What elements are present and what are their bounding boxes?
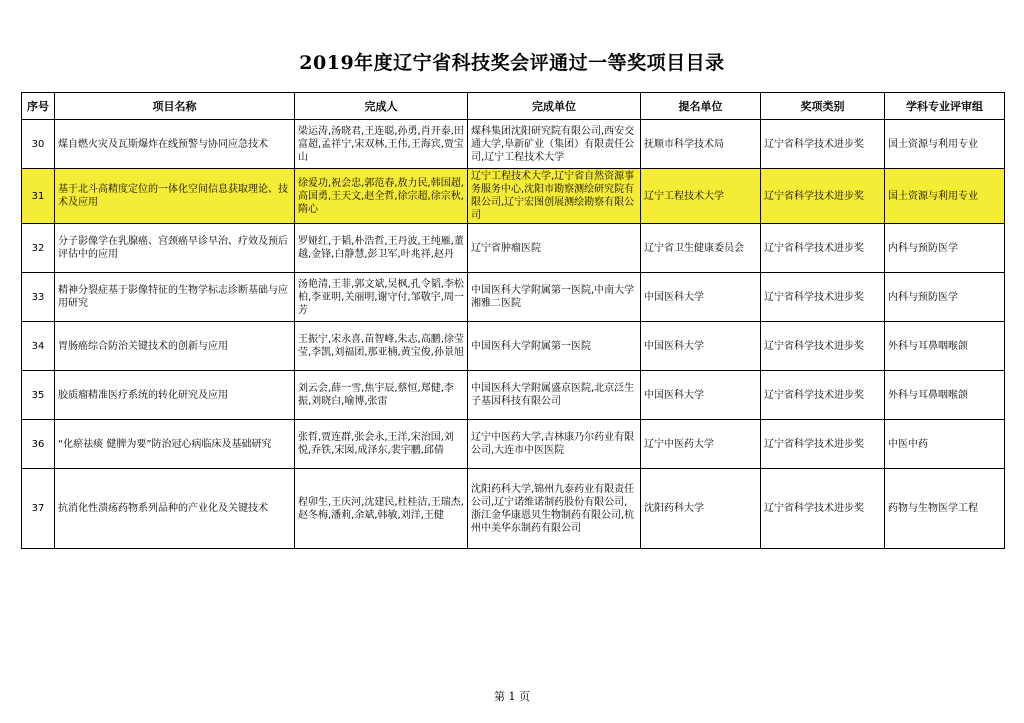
cell-nominator [641, 469, 761, 549]
header-cell-units: 完成单位 [468, 93, 641, 120]
header-cell-people: 完成人 [295, 93, 468, 120]
cell-units [468, 273, 641, 322]
cell-project-name [55, 469, 295, 549]
cell-units-text: 辽宁工程技术大学,辽宁省自然资源事务服务中心,沈阳市勘察测绘研究院有限公司,辽宁宏图创展测绘勘察有限公司 [471, 171, 635, 221]
cell-award [761, 469, 885, 549]
cell-group-text: 国土资源与利用专业 [888, 138, 978, 150]
cell-units [468, 371, 641, 420]
cell-group-text: 药物与生物医学工程 [888, 503, 978, 514]
cell-project-name [55, 420, 295, 469]
cell-award [761, 169, 885, 224]
cell-project-name [55, 371, 295, 420]
cell-group [885, 120, 1005, 169]
cell-project-name-text: 胃肠癌综合防治关键技术的创新与应用 [58, 340, 228, 352]
header-cell-no: 序号 [22, 93, 55, 120]
cell-people-text: 梁运涛,汤晓君,王连聪,孙勇,肖开泰,田富超,孟祥宁,宋双林,王伟,王海宾,贾宝山 [298, 125, 464, 163]
cell-units [468, 469, 641, 549]
cell-people [295, 420, 468, 469]
cell-group [885, 420, 1005, 469]
cell-nominator [641, 420, 761, 469]
cell-nominator [641, 169, 761, 224]
header-cell-nominator: 提名单位 [641, 93, 761, 120]
cell-nominator-text: 中国医科大学 [644, 389, 704, 401]
cell-nominator-text: 中国医科大学 [644, 291, 704, 303]
cell-people [295, 469, 468, 549]
cell-units [468, 169, 641, 224]
cell-group [885, 322, 1005, 371]
cell-award-text: 辽宁省科学技术进步奖 [764, 138, 864, 150]
cell-units-text: 中国医科大学附属盛京医院,北京泛生子基因科技有限公司 [471, 383, 635, 407]
cell-group [885, 224, 1005, 273]
cell-award [761, 273, 885, 322]
cell-project-name [55, 273, 295, 322]
table-row [22, 322, 1005, 371]
cell-no-text: 35 [31, 389, 45, 401]
cell-no-text: 36 [31, 438, 45, 450]
table-body [22, 120, 1005, 549]
cell-nominator [641, 224, 761, 273]
cell-no-text: 34 [31, 340, 45, 352]
cell-project-name-text: 精神分裂症基于影像特征的生物学标志诊断基础与应用研究 [58, 285, 288, 309]
cell-people [295, 169, 468, 224]
award-table [21, 92, 1005, 549]
cell-nominator-text: 辽宁中医药大学 [644, 438, 714, 450]
cell-no [22, 371, 55, 420]
cell-group-text: 内科与预防医学 [888, 242, 958, 254]
cell-award [761, 420, 885, 469]
cell-units [468, 420, 641, 469]
cell-award-text: 辽宁省科学技术进步奖 [764, 389, 864, 401]
cell-project-name-text: 基于北斗高精度定位的一体化空间信息获取理论、技术及应用 [58, 184, 288, 208]
cell-project-name-text: “化瘀祛痰 健脾为要”防治冠心病临床及基础研究 [58, 438, 272, 450]
cell-group-text: 内科与预防医学 [888, 291, 958, 303]
cell-project-name [55, 169, 295, 224]
table-row [22, 120, 1005, 169]
cell-units [468, 224, 641, 273]
cell-units-text: 中国医科大学附属第一医院,中南大学湘雅二医院 [471, 285, 635, 309]
cell-people [295, 273, 468, 322]
cell-project-name-text: 分子影像学在乳腺癌、宫颈癌早诊早治、疗效及预后评估中的应用 [58, 236, 288, 260]
cell-award [761, 371, 885, 420]
cell-nominator-text: 辽宁省卫生健康委员会 [644, 242, 744, 254]
cell-people [295, 120, 468, 169]
cell-project-name [55, 120, 295, 169]
cell-project-name [55, 224, 295, 273]
cell-award [761, 322, 885, 371]
cell-group-text: 中医中药 [888, 438, 928, 450]
cell-group [885, 273, 1005, 322]
cell-project-name-text: 抗消化性溃疡药物系列品种的产业化及关键技术 [58, 503, 268, 514]
cell-no [22, 224, 55, 273]
cell-group [885, 169, 1005, 224]
cell-nominator-text: 抚顺市科学技术局 [644, 138, 724, 150]
cell-nominator-text: 辽宁工程技术大学 [644, 190, 724, 202]
cell-award-text: 辽宁省科学技术进步奖 [764, 503, 864, 514]
cell-people [295, 322, 468, 371]
cell-no [22, 322, 55, 371]
cell-people-text: 王振宁,宋永喜,苗智峰,朱志,高鹏,徐莹莹,李凯,刘福团,那亚楠,黄宝俊,孙景旭 [298, 334, 464, 358]
cell-group-text: 国土资源与利用专业 [888, 190, 978, 202]
cell-project-name-text: 煤自燃火灾及瓦斯爆炸在线预警与协同应急技术 [58, 138, 268, 150]
cell-units-text: 辽宁中医药大学,吉林康乃尔药业有限公司,大连市中医医院 [471, 432, 635, 456]
cell-units-text: 中国医科大学附属第一医院 [471, 340, 591, 352]
cell-people [295, 224, 468, 273]
table-row [22, 371, 1005, 420]
cell-no-text: 33 [31, 291, 45, 303]
cell-award [761, 224, 885, 273]
header-cell-award: 奖项类别 [761, 93, 885, 120]
cell-no-text: 37 [31, 503, 45, 514]
cell-nominator [641, 371, 761, 420]
cell-people-text: 罗娅红,于韬,朴浩哲,王丹波,王纯雁,董越,金锋,白静慧,彭卫军,叶兆祥,赵丹 [298, 236, 464, 260]
cell-units [468, 120, 641, 169]
page-footer: 第 1 页 [494, 690, 530, 703]
table-row [22, 420, 1005, 469]
header-cell-name: 项目名称 [55, 93, 295, 120]
table-row [22, 273, 1005, 322]
table-row [22, 469, 1005, 549]
cell-award [761, 120, 885, 169]
page-title: 2019年度辽宁省科技奖会评通过一等奖项目目录 [299, 52, 725, 74]
cell-units-text: 沈阳药科大学,锦州九泰药业有限责任公司,辽宁诺维诺制药股份有限公司,浙江金华康恩贝生物制药有限公司,杭州中美华东制药有限公司 [471, 483, 635, 534]
cell-group-text: 外科与耳鼻咽喉颌 [888, 389, 968, 401]
cell-no-text: 30 [31, 138, 45, 150]
cell-people-text: 汤艳清,王菲,郭文斌,吴枫,孔令韬,李松柏,李亚明,关丽明,谢守付,邹敬宇,周一芳 [298, 278, 464, 316]
cell-people-text: 张哲,贾连群,张会永,王洋,宋治国,刘悦,乔铁,宋囡,成泽东,裴宇鹏,邱倩 [298, 432, 454, 456]
cell-people-text: 徐爱功,祝会忠,郭范春,敖力民,韩国超,高国勇,王天文,赵全哲,徐宗超,徐宗秋,隋心 [298, 177, 464, 215]
cell-people-text: 程卯生,王庆河,沈建民,杜桂洁,王瑞杰,赵冬梅,潘莉,余斌,韩敏,刘洋,王健 [298, 496, 464, 521]
cell-nominator [641, 273, 761, 322]
cell-people-text: 刘云会,薛一雪,焦宇辰,蔡恒,郑健,李振,刘晓白,喻博,张雷 [298, 383, 454, 407]
header-row [22, 93, 1005, 120]
cell-award-text: 辽宁省科学技术进步奖 [764, 438, 864, 450]
cell-award-text: 辽宁省科学技术进步奖 [764, 291, 864, 303]
cell-people [295, 371, 468, 420]
table-row [22, 169, 1005, 224]
cell-group [885, 469, 1005, 549]
cell-nominator-text: 中国医科大学 [644, 340, 704, 352]
cell-units-text: 煤科集团沈阳研究院有限公司,西安交通大学,阜新矿业（集团）有限责任公司,辽宁工程技术大学 [471, 125, 635, 163]
cell-no [22, 120, 55, 169]
cell-award-text: 辽宁省科学技术进步奖 [764, 190, 864, 202]
cell-units-text: 辽宁省肿瘤医院 [471, 242, 541, 254]
cell-group-text: 外科与耳鼻咽喉颌 [888, 340, 968, 352]
cell-nominator [641, 120, 761, 169]
cell-no-text: 31 [31, 190, 45, 202]
cell-no [22, 169, 55, 224]
cell-project-name-text: 胶质瘤精准医疗系统的转化研究及应用 [58, 389, 228, 401]
cell-group [885, 371, 1005, 420]
cell-nominator-text: 沈阳药科大学 [644, 503, 704, 514]
cell-project-name [55, 322, 295, 371]
table-row [22, 224, 1005, 273]
cell-no [22, 420, 55, 469]
cell-nominator [641, 322, 761, 371]
cell-units [468, 322, 641, 371]
cell-award-text: 辽宁省科学技术进步奖 [764, 340, 864, 352]
cell-no-text: 32 [31, 242, 45, 254]
header-cell-group: 学科专业评审组 [885, 93, 1005, 120]
cell-no [22, 273, 55, 322]
cell-award-text: 辽宁省科学技术进步奖 [764, 242, 864, 254]
cell-no [22, 469, 55, 549]
